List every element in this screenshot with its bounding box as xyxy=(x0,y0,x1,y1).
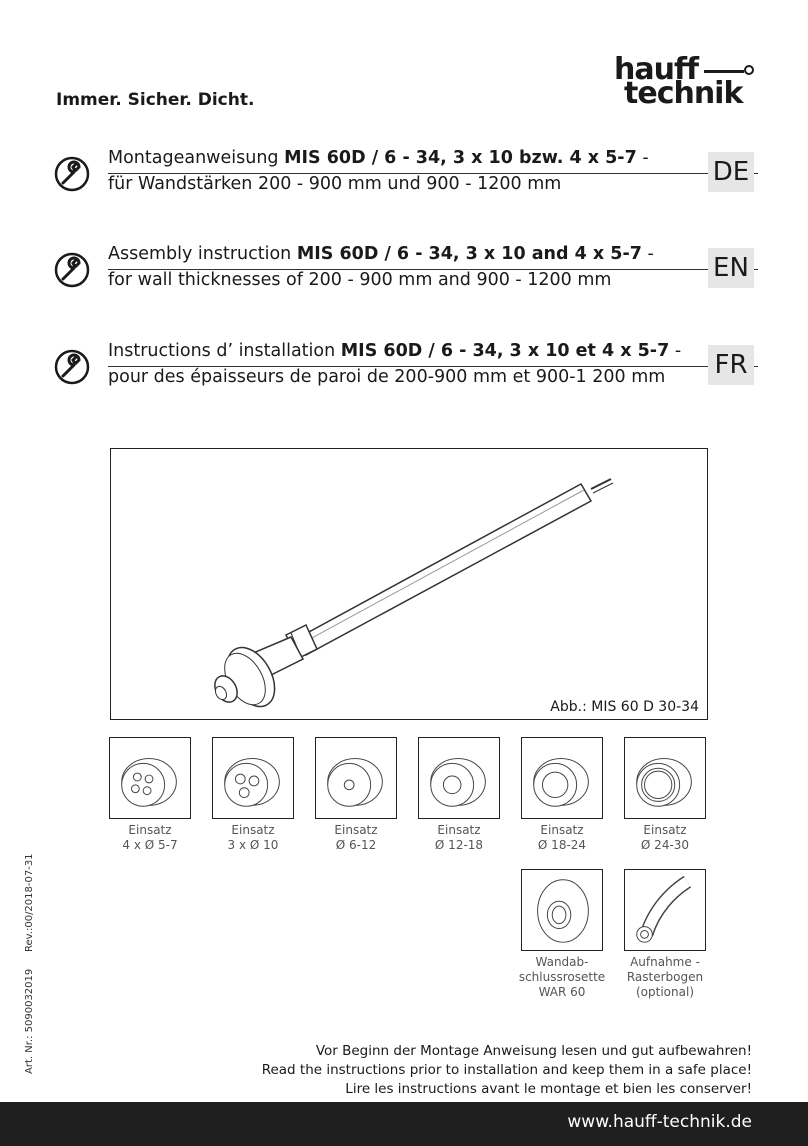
logo-registered-icon xyxy=(744,65,754,75)
insert-label: Einsatz Ø 6-12 xyxy=(334,823,378,852)
insert-thumb xyxy=(315,737,397,819)
lang-code-de: DE xyxy=(708,152,754,192)
rosette-thumb xyxy=(521,869,603,951)
accessory-label: Aufnahme - Rasterbogen (optional) xyxy=(626,955,704,999)
subtitle-en: for wall thicknesses of 200 - 900 mm and 900 - 1200 mm xyxy=(108,270,612,290)
product-illustration xyxy=(110,448,708,720)
wrench-icon xyxy=(54,156,90,192)
subtitle-de: für Wandstärken 200 - 900 mm und 900 - 1200 mm xyxy=(108,174,562,194)
logo-text-2: technik xyxy=(624,76,743,111)
title-en: Assembly instruction MIS 60D / 6 - 34, 3 x 10 and 4 x 5-7 - xyxy=(108,244,654,264)
cable-entry-drawing xyxy=(111,449,707,719)
logo-text-1: hauff xyxy=(614,52,699,87)
article-number: Art. Nr.: 5090032019 xyxy=(24,968,35,1074)
notice-en: Read the instructions prior to installation and keep them in a safe place! xyxy=(261,1062,752,1078)
figure-caption: Abb.: MIS 60 D 30-34 xyxy=(550,699,699,715)
title-fr: Instructions d’ installation MIS 60D / 6 - 34, 3 x 10 et 4 x 5-7 - xyxy=(108,341,682,361)
insert-thumb xyxy=(521,737,603,819)
insert-label: Einsatz Ø 24-30 xyxy=(640,823,690,852)
safety-notice xyxy=(262,1042,752,1099)
insert-label: Einsatz 3 x Ø 10 xyxy=(227,823,279,852)
brand-logo xyxy=(612,52,762,112)
bend-thumb xyxy=(624,869,706,951)
lang-block-de xyxy=(54,148,754,208)
lang-block-en xyxy=(54,244,754,304)
lang-block-fr xyxy=(54,341,754,401)
insert-thumb xyxy=(624,737,706,819)
insert-thumb xyxy=(418,737,500,819)
notice-fr: Lire les instructions avant le montage et bien les conserver! xyxy=(345,1081,752,1097)
revision-label: Rev.:00/2018-07-31 xyxy=(24,853,35,952)
website-link[interactable]: www.hauff-technik.de xyxy=(567,1112,752,1132)
subtitle-fr: pour des épaisseurs de paroi de 200-900 mm et 900-1 200 mm xyxy=(108,367,666,387)
insert-label: Einsatz Ø 18-24 xyxy=(537,823,587,852)
insert-thumb xyxy=(109,737,191,819)
title-de: Montageanweisung MIS 60D / 6 - 34, 3 x 10 bzw. 4 x 5-7 - xyxy=(108,148,649,168)
insert-label: Einsatz Ø 12-18 xyxy=(434,823,484,852)
wrench-icon xyxy=(54,349,90,385)
footer-bar xyxy=(0,1102,808,1146)
lang-code-en: EN xyxy=(708,248,754,288)
insert-label: Einsatz 4 x Ø 5-7 xyxy=(122,823,178,852)
lang-code-fr: FR xyxy=(708,345,754,385)
logo-dash xyxy=(704,70,744,73)
tagline: Immer. Sicher. Dicht. xyxy=(56,90,255,110)
accessory-label: Wandab- schlussrosette WAR 60 xyxy=(518,955,606,999)
wrench-icon xyxy=(54,252,90,288)
insert-thumb xyxy=(212,737,294,819)
notice-de: Vor Beginn der Montage Anweisung lesen und gut aufbewahren! xyxy=(315,1043,752,1059)
